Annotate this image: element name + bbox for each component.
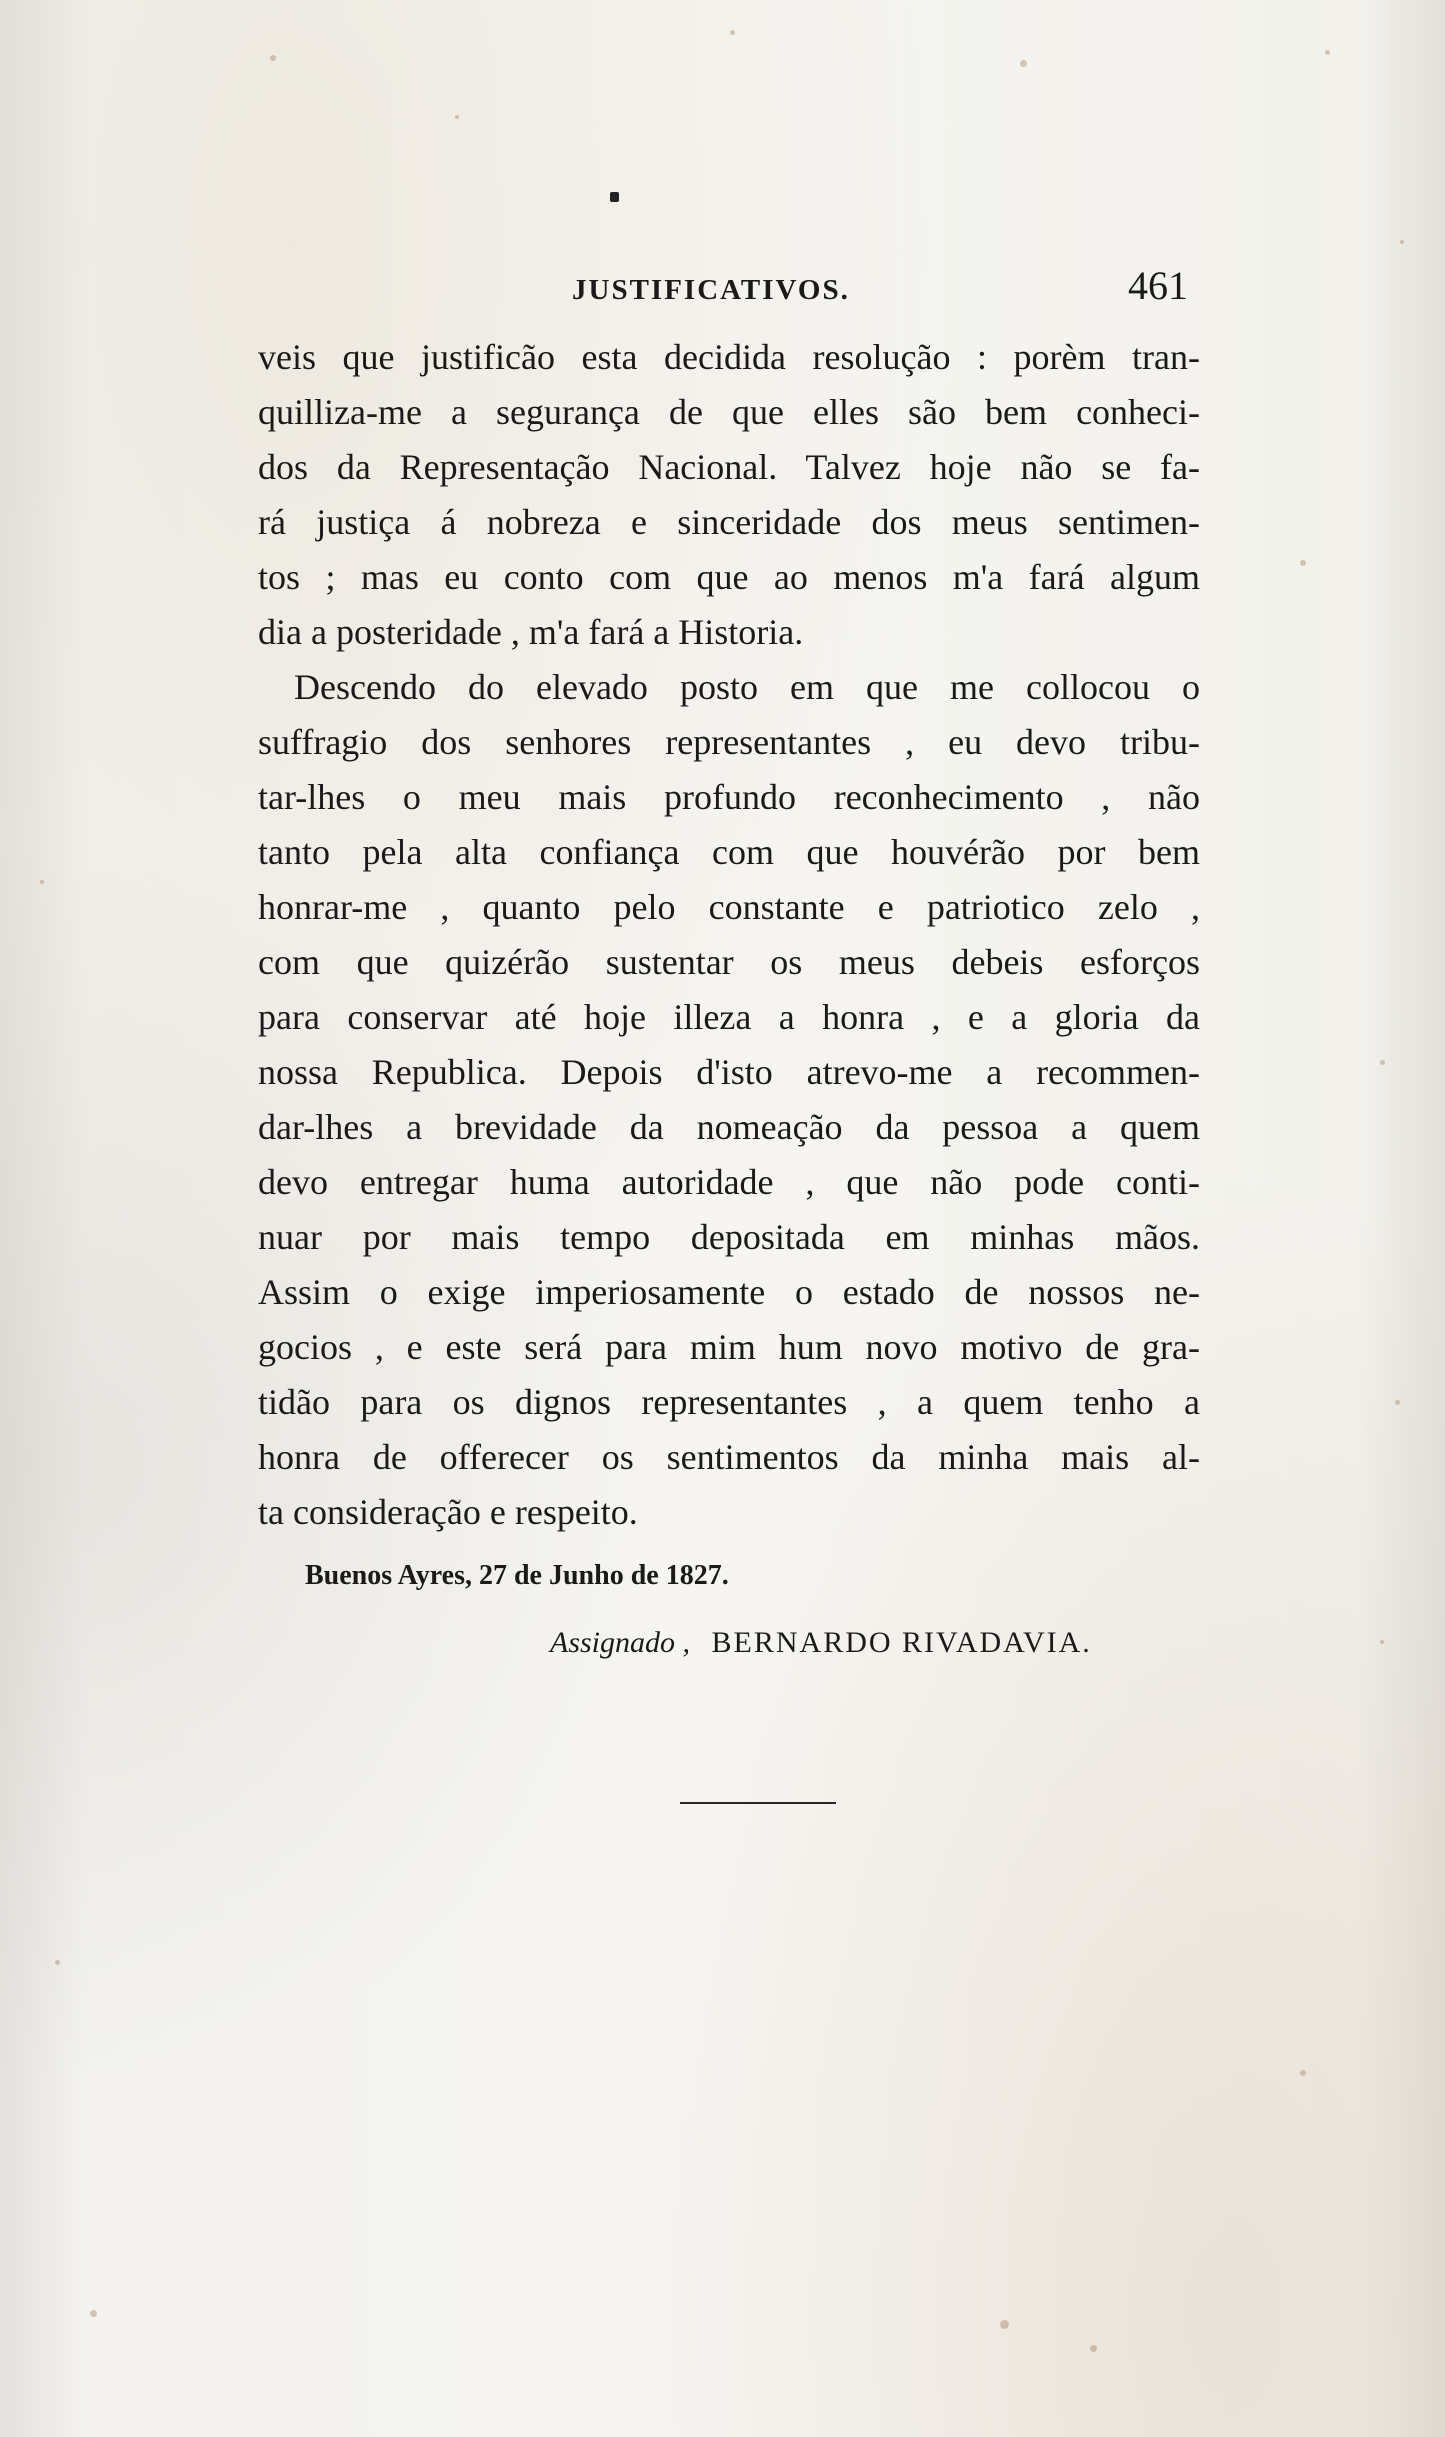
text-line: veis que justificão esta decidida resolução : porèm tran- — [258, 337, 1200, 377]
text-line: tos ; mas eu conto com que ao menos m'a fará algum — [258, 557, 1200, 597]
signature-label: Assignado , — [550, 1626, 691, 1659]
paper-speck — [1395, 1400, 1400, 1405]
paper-speck — [55, 1960, 60, 1965]
text-line: Descendo do elevado posto em que me collocou o — [294, 667, 1200, 707]
text-line: dos da Representação Nacional. Talvez hoje não se fa- — [258, 447, 1200, 487]
text-line: nossa Republica. Depois d'isto atrevo-me a recommen- — [258, 1052, 1200, 1092]
text-line: rá justiça á nobreza e sinceridade dos meus sentimen- — [258, 502, 1200, 542]
paper-speck — [1380, 1640, 1384, 1644]
text-line: Assim o exige imperiosamente o estado de nossos ne- — [258, 1272, 1200, 1312]
text-line: tanto pela alta confiança com que houvérão por bem — [258, 832, 1200, 872]
text-line: para conservar até hoje illeza a honra , e a gloria da — [258, 997, 1200, 1037]
text-line: tar-lhes o meu mais profundo reconhecimento , não — [258, 777, 1200, 817]
paper-speck — [1300, 560, 1306, 566]
paper-speck — [40, 880, 44, 884]
text-line: quilliza-me a segurança de que elles são bem conheci- — [258, 392, 1200, 432]
text-line: honrar-me , quanto pelo constante e patriotico zelo , — [258, 887, 1200, 927]
paper-speck — [1090, 2345, 1097, 2352]
paper-speck — [270, 55, 276, 61]
text-line: devo entregar huma autoridade , que não pode conti- — [258, 1162, 1200, 1202]
signature-line — [550, 1626, 1092, 1660]
paper-speck — [730, 30, 735, 35]
body-text — [258, 330, 1200, 1540]
text-line: com que quizérão sustentar os meus debeis esforços — [258, 942, 1200, 982]
signature-name: BERNARDO RIVADAVIA. — [711, 1626, 1092, 1659]
text-line: gocios , e este será para mim hum novo motivo de gra- — [258, 1327, 1200, 1367]
text-line: honra de offerecer os sentimentos da minha mais al- — [258, 1437, 1200, 1477]
page-header — [260, 262, 1200, 310]
paper-speck — [1300, 2070, 1306, 2076]
paper-speck — [455, 115, 459, 119]
paper-speck — [1020, 60, 1027, 67]
paper-speck — [1000, 2320, 1009, 2329]
page-number: 461 — [1128, 263, 1188, 308]
text-line: dia a posteridade , m'a fará a Historia. — [258, 612, 804, 652]
text-line: tidão para os dignos representantes , a quem tenho a — [258, 1382, 1200, 1422]
ink-mark — [610, 192, 619, 202]
paper-speck — [90, 2310, 97, 2317]
paper-speck — [1325, 50, 1330, 55]
text-line: ta consideração e respeito. — [258, 1492, 638, 1532]
paper-speck — [1400, 240, 1404, 244]
text-line: nuar por mais tempo depositada em minhas mãos. — [258, 1217, 1200, 1257]
text-line: suffragio dos senhores representantes , eu devo tribu- — [258, 722, 1200, 762]
paper-speck — [1380, 1060, 1385, 1065]
date-line: Buenos Ayres, 27 de Junho de 1827. — [305, 1560, 729, 1591]
section-rule — [680, 1802, 836, 1804]
text-line: dar-lhes a brevidade da nomeação da pessoa a quem — [258, 1107, 1200, 1147]
running-title: JUSTIFICATIVOS. — [572, 274, 850, 306]
